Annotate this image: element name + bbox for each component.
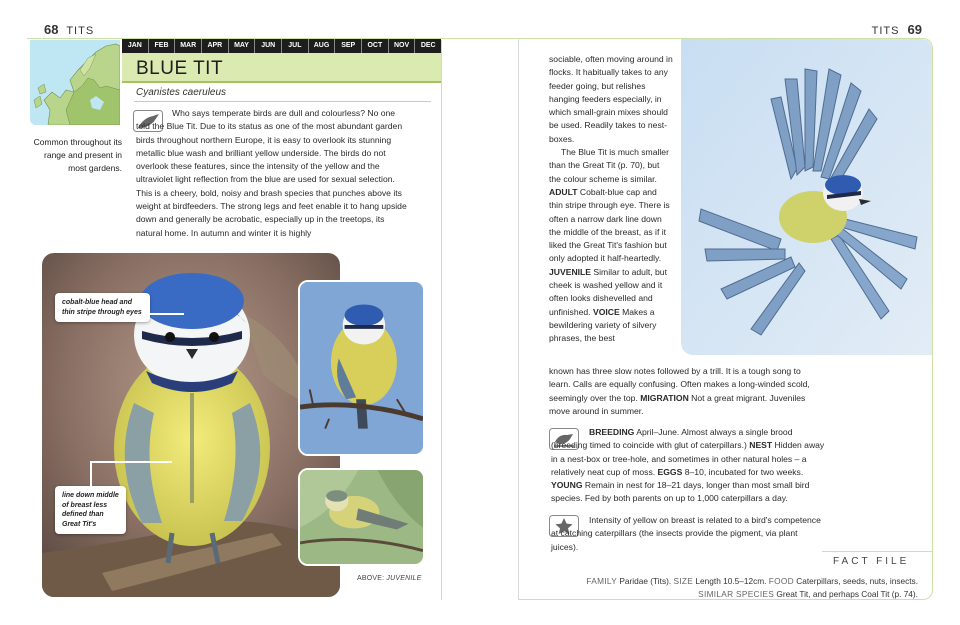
month-mar: MAR (175, 39, 202, 53)
note-paragraph: Intensity of yellow on breast is related to a bird's competence at catching caterpillars (the insects provide the pigment, via plant juices). (551, 515, 821, 552)
right-page-number: 69 (907, 22, 922, 37)
callout-breast-pointer-v (90, 461, 92, 487)
month-apr: APR (202, 39, 229, 53)
month-sep: SEP (335, 39, 362, 53)
breeding-label: BREEDING (589, 427, 635, 437)
adult-label: ADULT (549, 186, 578, 197)
fact-line-similar (698, 589, 918, 599)
description-paragraph (549, 146, 673, 345)
callout-head-pointer (150, 313, 184, 315)
month-aug: AUG (309, 39, 336, 53)
left-section-label: TITS (66, 25, 95, 37)
right-section-label: TITS (871, 25, 900, 37)
month-feb: FEB (149, 39, 176, 53)
callout-head: cobalt-blue head and thin stripe through eyes (55, 293, 150, 322)
voice-continuation-paragraph (549, 365, 823, 418)
young-text: Remain in nest for 18–21 days, longer than most small bird species. Fed by both parents on up to 1,000 caterpillars a day. (551, 480, 810, 504)
migration-label: MIGRATION (640, 392, 689, 403)
size-label: SIZE (673, 576, 694, 586)
eggs-label: EGGS (657, 466, 683, 477)
month-oct: OCT (362, 39, 389, 53)
fact-file-title: FACT FILE (833, 556, 910, 567)
blue-tit-juvenile-photo (298, 468, 425, 566)
photo-caption (357, 575, 421, 582)
blue-tit-perched-photo (298, 280, 425, 456)
food-label: FOOD (768, 576, 794, 586)
juvenile-text: Similar to adult, but cheek is washed yellow and it often looks dishevelled and unfinished. (549, 266, 667, 317)
photo-caption-prefix: ABOVE: (357, 575, 387, 582)
month-may: MAY (229, 39, 256, 53)
month-jun: JUN (255, 39, 282, 53)
left-page-number: 68 (44, 22, 59, 37)
month-bar (122, 39, 441, 53)
species-latin-name: Cyanistes caeruleus (136, 87, 227, 98)
left-green-rule (441, 40, 442, 600)
month-jul: JUL (282, 39, 309, 53)
adult-text: Cobalt-blue cap and thin stripe through eye. There is often a narrow dark line down the middle of the breast, as if it liked the Great Tit's fashion but only adopted it half-heartedly. (549, 186, 670, 264)
species-common-name: BLUE TIT (136, 58, 224, 79)
size-value: Length 10.5–12cm. (693, 576, 769, 586)
species-title-bar (122, 53, 441, 83)
voice-text: Makes a bewildering variety of silvery phrases, the best (549, 306, 657, 344)
callout-breast: line down middle of breast less defined than Great Tit's (55, 486, 126, 534)
similar-species-label: SIMILAR SPECIES (698, 589, 775, 599)
range-note: Common throughout its range and present in most gardens. (33, 137, 122, 173)
family-label: FAMILY (586, 576, 618, 586)
voice-label: VOICE (592, 306, 620, 317)
nest-text: Hidden away in a nest-box or tree-hole, and sometimes in other natural holes – a relatively neat cup of moss. (551, 440, 825, 477)
month-jan: JAN (122, 39, 149, 53)
nest-label: NEST (749, 440, 773, 451)
young-label: YOUNG (551, 480, 583, 491)
fact-file-rule (822, 551, 932, 552)
food-value: Caterpillars, seeds, nuts, insects. (793, 576, 918, 586)
latin-divider (134, 101, 431, 102)
family-value: Paridae (Tits). (617, 576, 674, 586)
right-page-header (872, 22, 922, 37)
left-page-header (44, 22, 94, 37)
blue-tit-flight-photo (681, 39, 932, 355)
callout-breast-pointer-h (90, 461, 172, 463)
intro-paragraph: Who says temperate birds are dull and colourless? No one told the Blue Tit. Due to its status as one of the most abundant garden birds throughout northern Europe, it is easy to overlook its stunning metallic blue wash and brilliant yellow underside. The birds do not overlook these features, since the intensity of the yellow and the ultraviolet light reflection from the blue are used for sexual selection. This is a cheery, bold, noisy and brash species that punches above its weight at birdfeeders. The strong legs and feet enable it to hang upside down and generally be acrobatic, especially up in the treetops, its natural home. In autumn and winter it is highly (136, 108, 407, 238)
voice-continuation-text: known has three slow notes followed by a trill. It is a tough song to learn. Calls are equally confusing. Often makes a long-winded scold, seemingly over the top. (549, 366, 810, 403)
right-column-text (549, 53, 673, 346)
range-map-graphic (30, 40, 120, 125)
juvenile-label: JUVENILE (549, 266, 592, 277)
fact-line-family (586, 576, 918, 586)
month-dec: DEC (420, 42, 436, 49)
breeding-paragraph (551, 426, 825, 506)
month-nov: NOV (389, 39, 416, 53)
para2-start: The Blue Tit is much smaller than the Great Tit (p. 70), but the colour scheme is similar. (549, 147, 669, 184)
range-map (30, 40, 120, 125)
photo-caption-label: JUVENILE (386, 575, 422, 582)
eggs-text: 8–10, incubated for two weeks. (682, 466, 804, 477)
migration-text: Not a great migrant. Juveniles move around in summer. (549, 392, 806, 416)
breeding-text: April–June. Almost always a single brood (breeding timed to coincide with glut of caterpillars.) (551, 427, 793, 451)
continuation-paragraph: sociable, often moving around in flocks. It habitually takes to any feeder going, but relishes hanging feeders especially, in which small-grain mixes should be used. Readily takes to nest-boxes. (549, 54, 673, 144)
similar-species-value: Great Tit, and perhaps Coal Tit (p. 74). (774, 589, 918, 599)
